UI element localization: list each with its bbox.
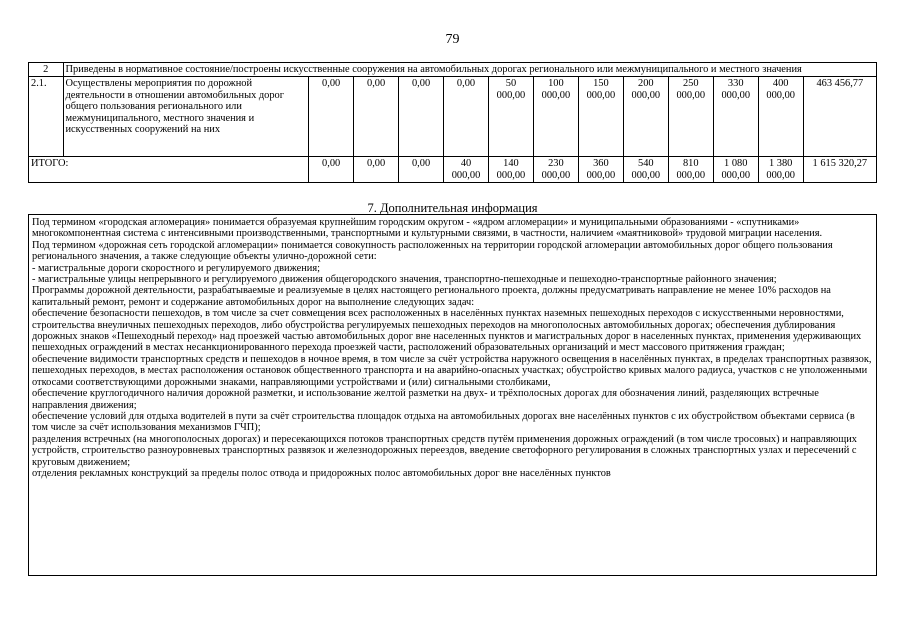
value-cell: 0,00 — [444, 77, 489, 157]
value-cell: 140 000,00 — [488, 157, 533, 183]
row-text: Приведены в нормативное состояние/построены искусственные сооружения на автомобильных дорогах регионального или межмуниципального и местного значения — [63, 63, 877, 77]
value-cell: 0,00 — [309, 77, 354, 157]
value-cell: 50 000,00 — [488, 77, 533, 157]
info-paragraph: обеспечение видимости транспортных средств и пешеходов в ночное время, в том числе за счёт устройства наружного освещения в населённых пунктах, в пределах транспортных развязок, пешеходных переходов, в местах расположения остановок общественного транспорта и на аварийно-опасных участках; обустройство кривых малого радиуса, участков с не уположенными откосами соответствующими дорожными знаками, направляющими устройствами и (или) сигнальными столбиками, — [32, 353, 872, 388]
value-cell: 230 000,00 — [533, 157, 578, 183]
info-paragraph: Под термином «дорожная сеть городской агломерации» понимается совокупность расположенных на территории городской агломерации автомобильных дорог общего пользования регионального значения, а также следующие объекты улично-дорожной сети: — [32, 239, 833, 263]
value-cell-total: 1 615 320,27 — [803, 157, 876, 183]
table-row-task — [29, 77, 877, 157]
value-cell: 330 000,00 — [713, 77, 758, 157]
financing-table — [28, 62, 877, 183]
value-cell: 150 000,00 — [578, 77, 623, 157]
value-cell: 0,00 — [354, 157, 399, 183]
table-row-section — [29, 63, 877, 77]
row-number: 2.1. — [29, 77, 64, 157]
row-number: 2 — [29, 63, 64, 77]
page-number: 79 — [445, 32, 460, 47]
row-text: Осуществлены мероприятия по дорожной деятельности в отношении автомобильных дорог общего пользования регионального или межмуниципального, местного значения и искусственных сооружений на них — [63, 77, 309, 157]
table-row-total — [29, 157, 877, 183]
value-cell: 0,00 — [309, 157, 354, 183]
total-label: ИТОГО: — [29, 157, 309, 183]
value-cell: 360 000,00 — [578, 157, 623, 183]
info-paragraph: Под термином «городская агломерация» понимается образуемая крупнейшим городским округом - «ядром агломерации» и муниципальными образованиями - «спутниками» многокомпонентная система с интенсивными производственными, транспортными и культурными связями, в частности, наличием «маятниковой» трудовой миграции населения. — [32, 217, 823, 240]
value-cell: 540 000,00 — [623, 157, 668, 183]
info-paragraph: обеспечение круглогодичного наличия дорожной разметки, и использование желтой разметки на двух- и трёхполосных дорогах для обозначения линий, разделяющих встречные направления движения; — [32, 388, 819, 411]
value-cell: 1 080 000,00 — [713, 157, 758, 183]
value-cell: 0,00 — [399, 157, 444, 183]
info-paragraph: Программы дорожной деятельности, разрабатываемые и реализуемые в целях настоящего регионального проекта, должны предусматривать направление не менее 10% расходов на капитальный ремонт, ремонт и содержание автомобильных дорог на выполнение следующих задач: — [32, 285, 831, 308]
info-paragraph: обеспечение безопасности пешеходов, в том числе за счет совмещения всех расположенных в населённых пунктах наземных пешеходных переходов с искусственными неровностями, строительства внеуличных пешеходных переходов, либо обустройства регулируемых пешеходных переходов на многополосных автомобильных дорогах; обеспечения дублирования дорожных знаков «Пешеходный переход» над проезжей частью автомобильных дорог вне населенных пунктов и магистральных дорог в населенных пунктах, применения удерживающих пешеходных ограждений в местах несанкционированного перехода проезжей части, расположений образовательных организаций и мест массового притяжения граждан; — [32, 308, 862, 354]
info-paragraph: отделения рекламных конструкций за пределы полос отвода и придорожных полос автомобильных дорог вне населённых пунктов — [32, 467, 611, 479]
value-cell-total: 463 456,77 — [803, 77, 876, 157]
info-paragraph: обеспечение условий для отдыха водителей в пути за счёт строительства площадок отдыха на автомобильных дорогах вне населённых пунктов с их обустройством объектами сервиса (в том числе за счёт использования механизмов ГЧП); — [32, 410, 855, 434]
info-paragraph: - магистральные дороги скоростного и регулируемого движения; — [32, 262, 321, 274]
section-title: 7. Дополнительная информация — [367, 201, 538, 215]
value-cell: 40 000,00 — [444, 157, 489, 183]
info-paragraph: - магистральные улицы непрерывного и регулируемого движения общегородского значения, транспортно-пешеходные и пешеходно-транспортные районного значения; — [32, 274, 777, 286]
value-cell: 0,00 — [399, 77, 444, 157]
value-cell: 810 000,00 — [668, 157, 713, 183]
value-cell: 200 000,00 — [623, 77, 668, 157]
info-paragraph: разделения встречных (на многополосных дорогах) и пересекающихся потоков транспортных средств путём применения дорожных ограждений (в том числе тросовых) и направляющих устройств, строительство разноуровневых транспортных развязок и железнодорожных переездов, введение светофорного регулирования в сложных транспортных узлах и пересечений с круговым движением; — [32, 433, 857, 468]
value-cell: 0,00 — [354, 77, 399, 157]
value-cell: 400 000,00 — [758, 77, 803, 157]
additional-info-box — [28, 214, 877, 576]
value-cell: 100 000,00 — [533, 77, 578, 157]
value-cell: 1 380 000,00 — [758, 157, 803, 183]
value-cell: 250 000,00 — [668, 77, 713, 157]
